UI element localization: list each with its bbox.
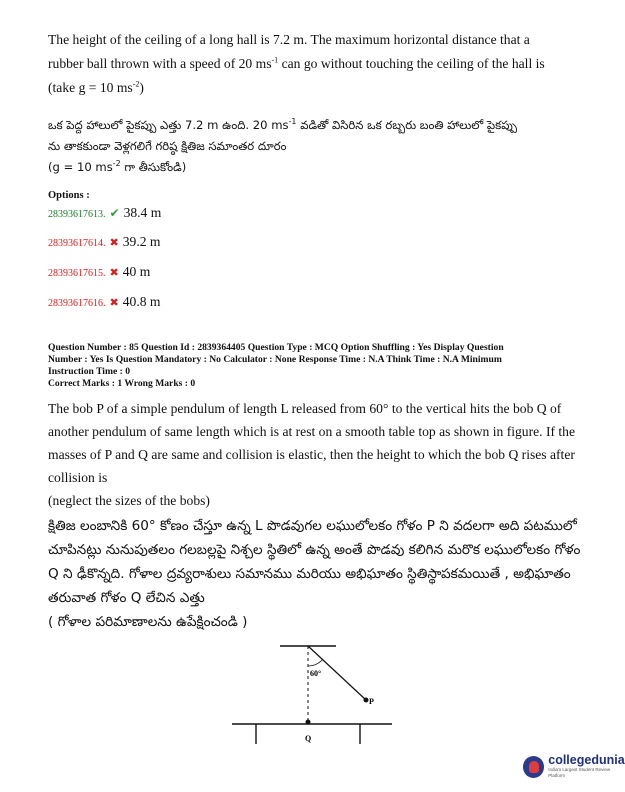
q2-te-line1: క్షితిజ లంబానికి 60° కోణం చేస్తూ ఉన్న L పొడవుగల లఘులోలకం గోళం P ని వదలగా అది పటములో: [48, 518, 577, 534]
option-4: [48, 294, 160, 310]
q1-te-line3: (g = 10 $ms^{-2}$ గా తీసుకోండి): [48, 159, 187, 174]
cross-icon: ✖: [109, 237, 119, 249]
q2-en-line3: masses of P and Q are same and collision is elastic, then the height to which the bob Q rises after: [48, 447, 575, 462]
option-1: [48, 205, 161, 221]
options-label: Options :: [48, 190, 90, 201]
bob-q-label: Q: [305, 734, 312, 743]
q1-en-line2: rubber ball thrown with a speed of 20 $ms^{-1}$ can go without touching the ceiling of the hall is: [48, 55, 545, 71]
q2-en-line1: The bob P of a simple pendulum of length L released from 60° to the vertical hits the bob Q of: [48, 401, 562, 416]
q1-english-text: [48, 28, 578, 100]
pendulum-figure: [228, 640, 398, 748]
angle-label: 60°: [310, 669, 322, 678]
logo-tagline: India's Largest Student Review Platform: [548, 767, 611, 778]
meta-line3: Instruction Time : 0: [48, 366, 130, 377]
checkmark-icon: ✔: [109, 206, 120, 220]
option-id: 28393617613.: [48, 209, 106, 220]
q1-te-line1: ఒక పెద్ద హాలులో పైకప్పు ఎత్తు 7.2 m ఉంది. 20 $ms^{-1}$ వడితో విసిరిన ఒక రబ్బరు బంతి హాలులో పైకప్పు: [48, 117, 518, 132]
q2-te-line2: చూపినట్లు నునుపుతలం గలబల్లపై నిశ్చల స్థితిలో ఉన్న అంతే పొడవు కలిగిన మరొక లఘులోలకం గోళం: [48, 542, 581, 558]
option-value: 40.8 m: [122, 294, 161, 309]
bob-p-label: P: [369, 697, 374, 706]
q2-te-line3: Q ని ఢీకొన్నది. గోళాల ద్రవ్యరాశులు సమానము మరియు అభిఘాతం స్థితిస్థాపకమయితే , అభిఘాతం: [48, 566, 571, 582]
q2-english-text: [48, 397, 583, 512]
q2-telugu-text: [48, 514, 583, 634]
q1-te-line2: ను తాకకుండా వెళ్లగలిగే గరిష్ఠ క్షితిజ సమాంతర దూరం: [48, 139, 287, 153]
q2-en-line2: another pendulum of same length which is at rest on a smooth table top as shown in figure. If the: [48, 424, 576, 439]
option-3: [48, 264, 150, 280]
bob-p: [364, 698, 369, 703]
option-value: 38.4 m: [123, 205, 162, 220]
question-meta: [48, 342, 568, 390]
logo-name: collegedunia: [548, 753, 625, 767]
option-id: 28393617615.: [48, 268, 106, 279]
option-2: [48, 234, 160, 250]
option-value: 40 m: [122, 264, 151, 279]
cross-icon: ✖: [109, 267, 119, 279]
q2-te-line4: తరువాత గోళం Q లేచిన ఎత్తు: [48, 590, 205, 606]
collegedunia-logo: [523, 754, 625, 779]
option-id: 28393617614.: [48, 238, 106, 249]
q1-en-line1: The height of the ceiling of a long hall is 7.2 m. The maximum horizontal distance that a: [48, 32, 530, 47]
q1-telugu-text: [48, 115, 578, 178]
meta-line2: Number : Yes Is Question Mandatory : No Calculator : None Response Time : N.A Think Time : N.A Minimum: [48, 354, 502, 365]
option-id: 28393617616.: [48, 298, 106, 309]
q2-te-line5: ( గోళాల పరిమాణాలను ఉపేక్షించండి ): [48, 614, 248, 630]
cross-icon: ✖: [109, 297, 119, 309]
logo-icon: [523, 756, 544, 778]
option-value: 39.2 m: [122, 234, 161, 249]
q1-en-line3: (take g = 10 $ms^{-2}$): [48, 79, 144, 95]
meta-line1: Question Number : 85 Question Id : 2839364405 Question Type : MCQ Option Shuffling : Yes Display Question: [48, 342, 504, 353]
meta-line4: Correct Marks : 1 Wrong Marks : 0: [48, 378, 196, 389]
q2-en-line4: collision is: [48, 470, 108, 485]
angle-arc: [308, 659, 323, 666]
q2-en-line5: (neglect the sizes of the bobs): [48, 493, 210, 508]
